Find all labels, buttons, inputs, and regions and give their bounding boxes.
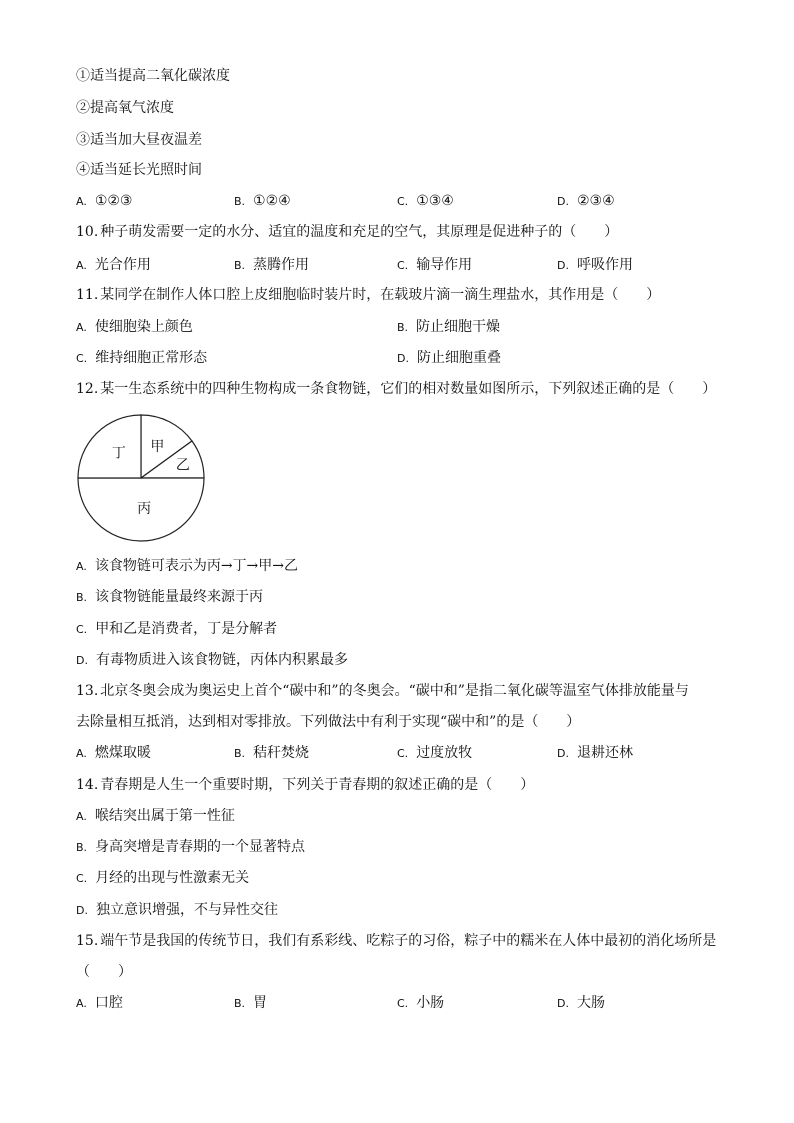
q10-option-b: B. 蒸腾作用 — [234, 257, 310, 273]
q11-option-a: A. 使细胞染上颜色 — [76, 319, 193, 335]
q12-option-b: B. 该食物链能量最终来源于丙 — [76, 589, 264, 605]
q14-option-d: D. 独立意识增强，不与异性交往 — [76, 902, 278, 918]
q12-option-d: D. 有毒物质进入该食物链，丙体内积累最多 — [76, 652, 348, 668]
q12-stem: 12. 某一生态系统中的四种生物构成一条食物链，它们的相对数量如图所示，下列叙述正确的是（ ） — [76, 381, 717, 397]
q9-option-a: A. ①②③ — [76, 193, 133, 209]
q9-option-d: D. ②③④ — [557, 193, 615, 209]
q9-option-b: B. ①②④ — [234, 193, 291, 209]
pie-label-甲: 甲 — [150, 438, 165, 455]
q9-option-c: C. ①③④ — [397, 193, 454, 209]
intro-item-2: ②提高氧气浓度 — [76, 100, 174, 116]
q10-option-d: D. 呼吸作用 — [557, 257, 633, 273]
q11-option-c: C. 维持细胞正常形态 — [76, 350, 208, 366]
pie-label-乙: 乙 — [175, 457, 190, 474]
q10-stem: 10. 种子萌发需要一定的水分、适宜的温度和充足的空气，其原理是促进种子的（ ） — [76, 224, 619, 240]
pie-slices — [78, 415, 204, 541]
q11-option-d: D. 防止细胞重叠 — [397, 350, 501, 366]
q15-option-b: B. 胃 — [234, 995, 268, 1011]
q15-option-d: D. 大肠 — [557, 995, 605, 1011]
q10-option-a: A. 光合作用 — [76, 257, 151, 273]
q13-option-d: D. 退耕还林 — [557, 745, 633, 761]
q15-stem-line2: （ ） — [76, 964, 132, 980]
q15-option-c: C. 小肠 — [397, 995, 445, 1011]
pie-slice-丁 — [78, 415, 141, 478]
intro-item-4: ④适当延长光照时间 — [76, 162, 202, 178]
q11-option-b: B. 防止细胞干燥 — [397, 319, 501, 335]
q13-option-a: A. 燃煤取暖 — [76, 745, 151, 761]
pie-label-丙: 丙 — [137, 500, 152, 517]
q14-option-b: B. 身高突增是青春期的一个显著特点 — [76, 839, 306, 855]
pie-chart — [70, 410, 220, 550]
q14-option-c: C. 月经的出现与性激素无关 — [76, 870, 250, 886]
q12-option-c: C. 甲和乙是消费者，丁是分解者 — [76, 621, 278, 637]
q12-option-a: A. 该食物链可表示为丙→丁→甲→乙 — [76, 558, 299, 574]
q11-stem: 11. 某同学在制作人体口腔上皮细胞临时装片时，在载玻片滴一滴生理盐水，其作用是（ ） — [76, 287, 661, 303]
q15-option-a: A. 口腔 — [76, 995, 123, 1011]
q10-option-c: C. 输导作用 — [397, 257, 473, 273]
q14-option-a: A. 喉结突出属于第一性征 — [76, 808, 235, 824]
q13-stem-line1: 13. 北京冬奥会成为奥运史上首个“碳中和”的冬奥会。“碳中和”是指二氧化碳等温室气体排放能量与 — [76, 683, 689, 699]
intro-item-3: ③适当加大昼夜温差 — [76, 132, 202, 148]
q14-stem: 14. 青春期是人生一个重要时期，下列关于青春期的叙述正确的是（ ） — [76, 777, 535, 793]
q13-option-c: C. 过度放牧 — [397, 745, 473, 761]
pie-label-丁: 丁 — [111, 445, 126, 462]
q13-stem-line2: 去除量相互抵消，达到相对零排放。下列做法中有利于实现“碳中和”的是（ ） — [76, 714, 581, 730]
q13-option-b: B. 秸秆焚烧 — [234, 745, 310, 761]
intro-item-1: ①适当提高二氧化碳浓度 — [76, 68, 230, 84]
q15-stem-line1: 15. 端午节是我国的传统节日，我们有系彩线、吃粽子的习俗，粽子中的糯米在人体中最初的消化场所是 — [76, 933, 717, 949]
